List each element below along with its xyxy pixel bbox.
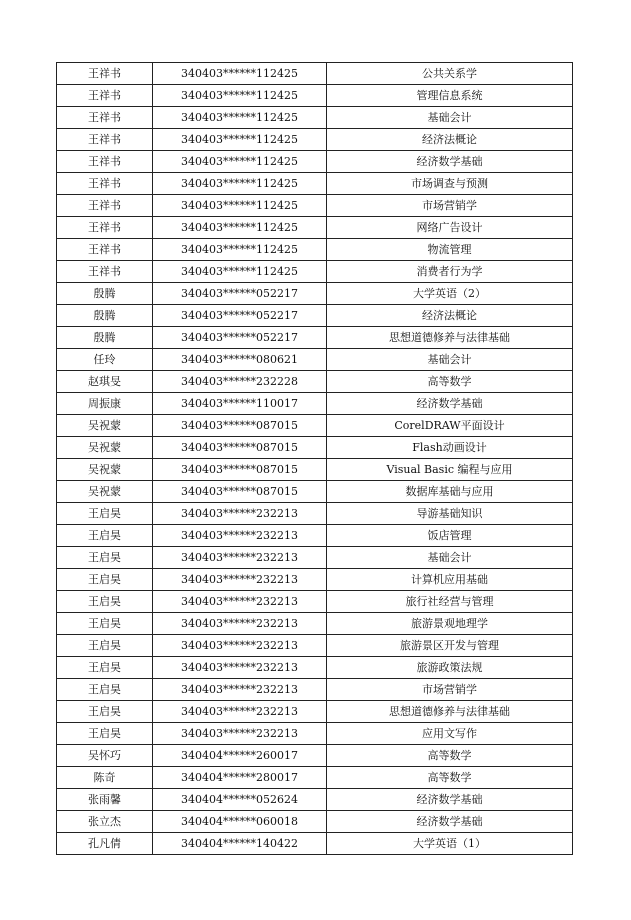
records-table — [56, 62, 573, 855]
course-name-cell: 基础会计 — [327, 107, 573, 129]
table-row — [57, 349, 573, 371]
table-row — [57, 129, 573, 151]
course-name-cell: 经济数学基础 — [327, 151, 573, 173]
table-row — [57, 239, 573, 261]
course-name-cell: Flash动画设计 — [327, 437, 573, 459]
id-number-cell: 340403******052217 — [153, 305, 327, 327]
id-number-cell: 340403******112425 — [153, 107, 327, 129]
student-name-cell: 王启昊 — [57, 701, 153, 723]
student-name-cell: 张雨馨 — [57, 789, 153, 811]
student-name-cell: 殷腾 — [57, 327, 153, 349]
id-number-cell: 340403******080621 — [153, 349, 327, 371]
table-row — [57, 217, 573, 239]
course-name-cell: 思想道德修养与法律基础 — [327, 327, 573, 349]
id-number-cell: 340403******087015 — [153, 437, 327, 459]
table-row — [57, 85, 573, 107]
student-name-cell: 王启昊 — [57, 547, 153, 569]
table-row — [57, 173, 573, 195]
course-name-cell: Visual Basic 编程与应用 — [327, 459, 573, 481]
course-name-cell: 高等数学 — [327, 371, 573, 393]
id-number-cell: 340403******232213 — [153, 635, 327, 657]
table-row — [57, 415, 573, 437]
table-row — [57, 107, 573, 129]
id-number-cell: 340403******087015 — [153, 415, 327, 437]
id-number-cell: 340403******112425 — [153, 173, 327, 195]
course-name-cell: 导游基础知识 — [327, 503, 573, 525]
id-number-cell: 340403******087015 — [153, 481, 327, 503]
id-number-cell: 340404******060018 — [153, 811, 327, 833]
id-number-cell: 340404******052624 — [153, 789, 327, 811]
id-number-cell: 340403******052217 — [153, 283, 327, 305]
student-name-cell: 王祥书 — [57, 107, 153, 129]
id-number-cell: 340403******112425 — [153, 63, 327, 85]
student-name-cell: 王祥书 — [57, 261, 153, 283]
student-name-cell: 赵琪旻 — [57, 371, 153, 393]
id-number-cell: 340403******232213 — [153, 547, 327, 569]
table-row — [57, 261, 573, 283]
id-number-cell: 340403******112425 — [153, 239, 327, 261]
student-name-cell: 王启昊 — [57, 503, 153, 525]
table-row — [57, 569, 573, 591]
course-name-cell: 基础会计 — [327, 547, 573, 569]
student-name-cell: 殷腾 — [57, 283, 153, 305]
id-number-cell: 340403******112425 — [153, 195, 327, 217]
table-row — [57, 767, 573, 789]
student-name-cell: 王启昊 — [57, 591, 153, 613]
table-row — [57, 327, 573, 349]
student-name-cell: 王启昊 — [57, 525, 153, 547]
id-number-cell: 340403******232213 — [153, 591, 327, 613]
student-name-cell: 王启昊 — [57, 723, 153, 745]
course-name-cell: 旅游景观地理学 — [327, 613, 573, 635]
id-number-cell: 340403******232213 — [153, 657, 327, 679]
table-row — [57, 635, 573, 657]
student-name-cell: 孔凡倩 — [57, 833, 153, 855]
student-name-cell: 王启昊 — [57, 635, 153, 657]
course-name-cell: 思想道德修养与法律基础 — [327, 701, 573, 723]
course-name-cell: 应用文写作 — [327, 723, 573, 745]
table-row — [57, 151, 573, 173]
table-row — [57, 195, 573, 217]
student-name-cell: 王启昊 — [57, 569, 153, 591]
student-name-cell: 王祥书 — [57, 217, 153, 239]
table-row — [57, 789, 573, 811]
student-name-cell: 吴祝蒙 — [57, 481, 153, 503]
id-number-cell: 340404******140422 — [153, 833, 327, 855]
course-name-cell: 旅游景区开发与管理 — [327, 635, 573, 657]
table-row — [57, 283, 573, 305]
course-name-cell: 高等数学 — [327, 767, 573, 789]
course-name-cell: 市场调查与预测 — [327, 173, 573, 195]
table-row — [57, 481, 573, 503]
student-name-cell: 王祥书 — [57, 151, 153, 173]
id-number-cell: 340404******280017 — [153, 767, 327, 789]
course-name-cell: 旅行社经营与管理 — [327, 591, 573, 613]
course-name-cell: 物流管理 — [327, 239, 573, 261]
id-number-cell: 340403******110017 — [153, 393, 327, 415]
table-row — [57, 811, 573, 833]
course-name-cell: 公共关系学 — [327, 63, 573, 85]
student-name-cell: 张立杰 — [57, 811, 153, 833]
id-number-cell: 340403******232213 — [153, 701, 327, 723]
table-row — [57, 745, 573, 767]
records-sheet — [56, 62, 572, 855]
student-name-cell: 周振康 — [57, 393, 153, 415]
table-row — [57, 723, 573, 745]
id-number-cell: 340403******112425 — [153, 217, 327, 239]
table-row — [57, 547, 573, 569]
table-row — [57, 305, 573, 327]
id-number-cell: 340403******112425 — [153, 85, 327, 107]
table-row — [57, 503, 573, 525]
student-name-cell: 王祥书 — [57, 129, 153, 151]
id-number-cell: 340403******232213 — [153, 525, 327, 547]
id-number-cell: 340404******260017 — [153, 745, 327, 767]
course-name-cell: 高等数学 — [327, 745, 573, 767]
student-name-cell: 吴祝蒙 — [57, 437, 153, 459]
course-name-cell: 大学英语（2） — [327, 283, 573, 305]
student-name-cell: 王启昊 — [57, 679, 153, 701]
student-name-cell: 王祥书 — [57, 85, 153, 107]
table-row — [57, 393, 573, 415]
id-number-cell: 340403******232213 — [153, 613, 327, 635]
student-name-cell: 吴祝蒙 — [57, 459, 153, 481]
course-name-cell: 市场营销学 — [327, 679, 573, 701]
course-name-cell: 网络广告设计 — [327, 217, 573, 239]
id-number-cell: 340403******232213 — [153, 723, 327, 745]
id-number-cell: 340403******232213 — [153, 503, 327, 525]
table-row — [57, 701, 573, 723]
student-name-cell: 吴祝蒙 — [57, 415, 153, 437]
student-name-cell: 王祥书 — [57, 195, 153, 217]
id-number-cell: 340403******112425 — [153, 261, 327, 283]
student-name-cell: 王祥书 — [57, 239, 153, 261]
id-number-cell: 340403******112425 — [153, 151, 327, 173]
id-number-cell: 340403******232213 — [153, 569, 327, 591]
table-row — [57, 591, 573, 613]
student-name-cell: 王祥书 — [57, 63, 153, 85]
id-number-cell: 340403******052217 — [153, 327, 327, 349]
course-name-cell: 经济数学基础 — [327, 393, 573, 415]
id-number-cell: 340403******087015 — [153, 459, 327, 481]
course-name-cell: 饭店管理 — [327, 525, 573, 547]
student-name-cell: 王启昊 — [57, 613, 153, 635]
course-name-cell: 经济数学基础 — [327, 789, 573, 811]
course-name-cell: 经济法概论 — [327, 305, 573, 327]
table-row — [57, 833, 573, 855]
course-name-cell: 计算机应用基础 — [327, 569, 573, 591]
table-row — [57, 371, 573, 393]
table-row — [57, 525, 573, 547]
student-name-cell: 殷腾 — [57, 305, 153, 327]
course-name-cell: 消费者行为学 — [327, 261, 573, 283]
course-name-cell: 经济数学基础 — [327, 811, 573, 833]
id-number-cell: 340403******112425 — [153, 129, 327, 151]
student-name-cell: 王启昊 — [57, 657, 153, 679]
course-name-cell: 旅游政策法规 — [327, 657, 573, 679]
id-number-cell: 340403******232228 — [153, 371, 327, 393]
id-number-cell: 340403******232213 — [153, 679, 327, 701]
course-name-cell: 基础会计 — [327, 349, 573, 371]
course-name-cell: 市场营销学 — [327, 195, 573, 217]
student-name-cell: 任玲 — [57, 349, 153, 371]
course-name-cell: 经济法概论 — [327, 129, 573, 151]
table-row — [57, 437, 573, 459]
table-row — [57, 657, 573, 679]
student-name-cell: 王祥书 — [57, 173, 153, 195]
table-row — [57, 63, 573, 85]
course-name-cell: 数据库基础与应用 — [327, 481, 573, 503]
table-row — [57, 459, 573, 481]
table-row — [57, 679, 573, 701]
student-name-cell: 陈奇 — [57, 767, 153, 789]
table-row — [57, 613, 573, 635]
course-name-cell: 管理信息系统 — [327, 85, 573, 107]
student-name-cell: 吴怀巧 — [57, 745, 153, 767]
course-name-cell: CorelDRAW平面设计 — [327, 415, 573, 437]
records-table-body — [57, 63, 573, 855]
course-name-cell: 大学英语（1） — [327, 833, 573, 855]
